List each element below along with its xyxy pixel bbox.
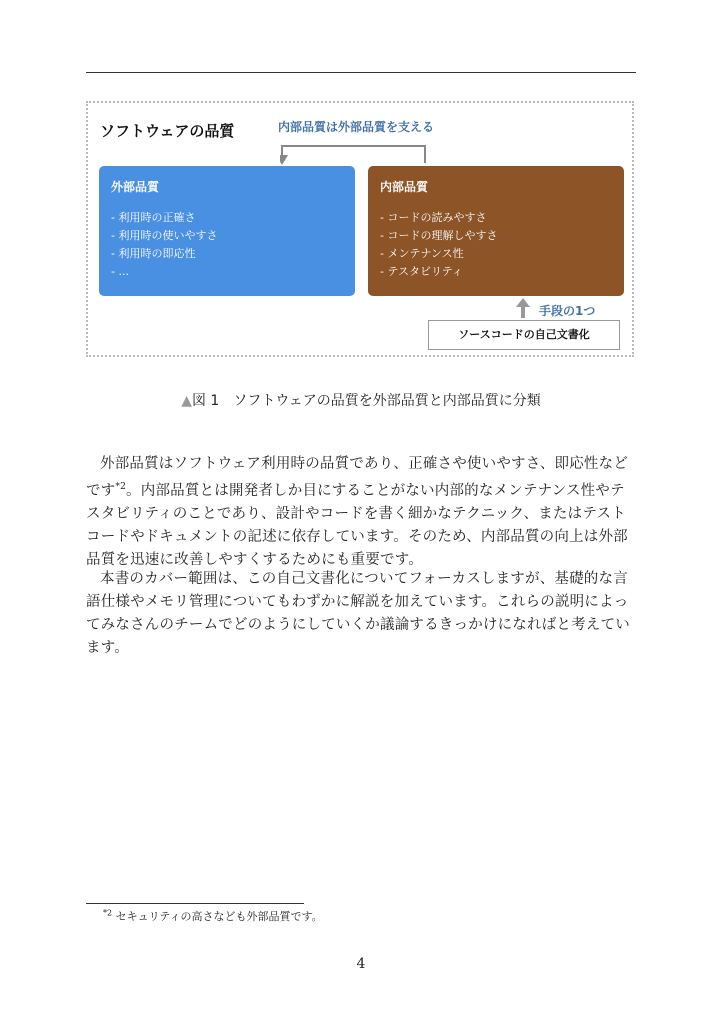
- means-label: 手段の1つ: [539, 304, 596, 318]
- list-item: - 利用時の正確さ: [111, 211, 196, 224]
- list-item: - ...: [111, 265, 129, 278]
- caption-text: 図 1 ソフトウェアの品質を外部品質と内部品質に分類: [191, 393, 541, 409]
- triangle-icon: ▲: [181, 393, 192, 409]
- list-item: - 利用時の即応性: [111, 247, 196, 260]
- list-item: - コードの理解しやすさ: [380, 229, 498, 242]
- header-rule: [86, 72, 636, 73]
- paragraph-1: [86, 453, 636, 572]
- arrow-up-icon: [515, 296, 531, 320]
- list-item: - 利用時の使いやすさ: [111, 229, 218, 242]
- paragraph-1-text-b: 。内部品質とは開発者しか目にすることがない内部的なメンテナンス性やテスタビリティのことであり、設計やコードを書く細かなテクニック、またはテストコードやドキュメントの記述に依存しています。そのため、内部品質の向上は外部品質を迅速に改善しやすくするためにも重要です。: [86, 482, 628, 568]
- list-item: - コードの読みやすさ: [380, 211, 487, 224]
- footnote-text: セキュリティの高さなども外部品質です。: [112, 910, 323, 923]
- external-quality-card: [99, 166, 355, 296]
- footnote-ref: *2: [115, 482, 127, 492]
- internal-quality-title: 内部品質: [380, 180, 429, 194]
- source-documentation-box: ソースコードの自己文書化: [428, 320, 620, 350]
- paragraph-2: 本書のカバー範囲は、この自己文書化についてフォーカスしますが、基礎的な言語仕様やメモリ管理についてもわずかに解説を加えています。これらの説明によってみなさんのチームでどのようにしていくか議論するきっかけになればと考えています。: [86, 571, 630, 656]
- internal-quality-card: [368, 166, 624, 296]
- external-quality-list: [111, 209, 343, 281]
- paragraph-1-text-a: 外部品質はソフトウェア利用時の品質であり、正確さや使いやすさ、即応性などです: [86, 456, 629, 499]
- internal-quality-list: [380, 209, 612, 281]
- footnote-mark: *2: [103, 908, 113, 918]
- figure-caption: [0, 390, 722, 410]
- quality-diagram: [86, 101, 634, 357]
- external-quality-title: 外部品質: [111, 180, 160, 194]
- list-item: - メンテナンス性: [380, 247, 464, 260]
- figure-title: ソフトウェアの品質: [100, 122, 235, 140]
- list-item: - テスタビリティ: [380, 265, 463, 278]
- support-label: 内部品質は外部品質を支える: [278, 120, 435, 134]
- page-number: 4: [356, 956, 366, 972]
- support-arrow: [280, 143, 440, 165]
- footnote-rule: [86, 903, 304, 904]
- footnote: [103, 908, 323, 924]
